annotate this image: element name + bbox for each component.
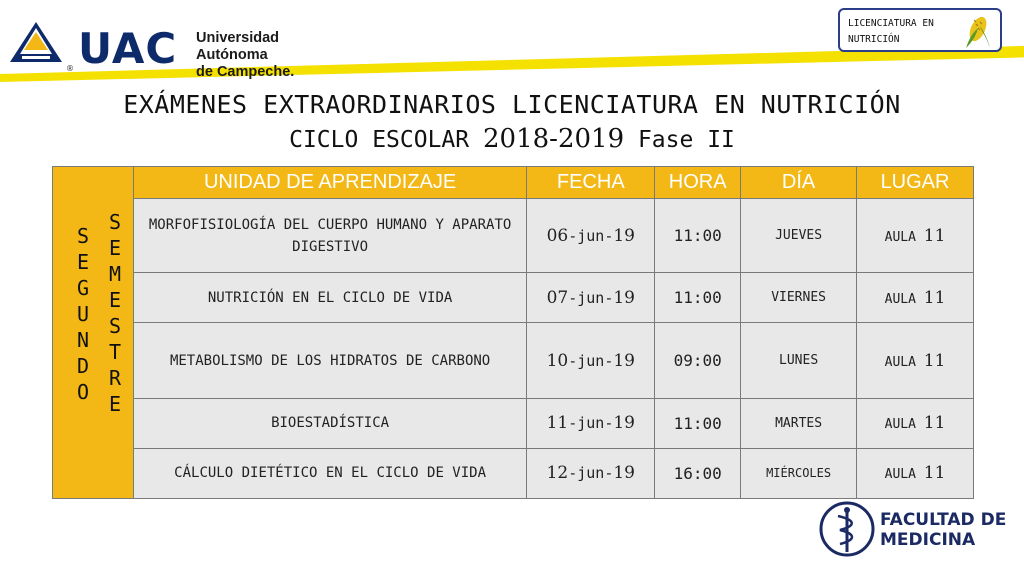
row-day: MARTES [741, 398, 857, 448]
badge-line2: NUTRICIÓN [848, 34, 900, 45]
side-word-semestre: S E M E S T R E [108, 210, 122, 416]
logo-name-line2: de Campeche. [196, 64, 295, 80]
row-day: VIERNES [741, 273, 857, 323]
table-header-row [53, 167, 974, 199]
title-line2 [0, 122, 1024, 157]
row-hour: 11:00 [655, 398, 741, 448]
faculty-line2: MEDICINA [880, 530, 976, 550]
row-unit: NUTRICIÓN EN EL CICLO DE VIDA [133, 273, 527, 323]
table-row [53, 323, 974, 398]
row-unit: MORFOFISIOLOGÍA DEL CUERPO HUMANO Y APARATO DIGESTIVO [133, 199, 527, 273]
row-date: 07-jun-19 [527, 273, 655, 323]
semester-side-cell [53, 167, 134, 499]
row-unit: METABOLISMO DE LOS HIDRATOS DE CARBONO [133, 323, 527, 398]
row-hour: 11:00 [655, 199, 741, 273]
title-line2-suffix: Fase II [624, 127, 735, 153]
row-date: 12-jun-19 [527, 448, 655, 498]
header-place: LUGAR [857, 167, 974, 199]
table-row [53, 199, 974, 273]
title-line1: EXÁMENES EXTRAORDINARIOS LICENCIATURA EN NUTRICIÓN [123, 90, 901, 119]
header-date: FECHA [527, 167, 655, 199]
faculty-name [880, 510, 1006, 550]
title-year: 2018-2019 [482, 124, 625, 154]
exam-schedule-table [52, 166, 974, 499]
row-day: JUEVES [741, 199, 857, 273]
faculty-line1: FACULTAD DE [880, 510, 1007, 530]
row-hour: 11:00 [655, 273, 741, 323]
header-day: DÍA [741, 167, 857, 199]
title-line2-prefix: CICLO ESCOLAR [289, 127, 483, 153]
page-title [0, 88, 1024, 157]
corn-icon [960, 14, 996, 50]
uac-logo [8, 22, 353, 80]
table-row [53, 448, 974, 498]
uac-emblem-icon [8, 22, 64, 66]
row-place: AULA 11 [857, 448, 974, 498]
row-place: AULA 11 [857, 273, 974, 323]
faculty-logo [818, 500, 1018, 560]
row-day: LUNES [741, 323, 857, 398]
logo-name-line1: Universidad Autónoma [196, 30, 279, 63]
logo-registered-mark: ® [66, 64, 74, 73]
row-hour: 09:00 [655, 323, 741, 398]
badge-text [848, 16, 968, 48]
row-place: AULA 11 [857, 199, 974, 273]
row-date: 10-jun-19 [527, 323, 655, 398]
header-unit: UNIDAD DE APRENDIZAJE [133, 167, 527, 199]
row-hour: 16:00 [655, 448, 741, 498]
badge-line1: LICENCIATURA EN [848, 18, 934, 29]
header-hour: HORA [655, 167, 741, 199]
logo-abbreviation: UAC [78, 24, 178, 73]
row-unit: CÁLCULO DIETÉTICO EN EL CICLO DE VIDA [133, 448, 527, 498]
table-row [53, 273, 974, 323]
row-day: MIÉRCOLES [741, 448, 857, 498]
row-place: AULA 11 [857, 323, 974, 398]
caduceus-icon [818, 500, 876, 558]
row-unit: BIOESTADÍSTICA [133, 398, 527, 448]
logo-university-name [196, 30, 353, 81]
row-place: AULA 11 [857, 398, 974, 448]
side-word-segundo: S E G U N D O [76, 224, 90, 404]
table-row [53, 398, 974, 448]
row-date: 06-jun-19 [527, 199, 655, 273]
program-badge [838, 8, 1002, 52]
row-date: 11-jun-19 [527, 398, 655, 448]
